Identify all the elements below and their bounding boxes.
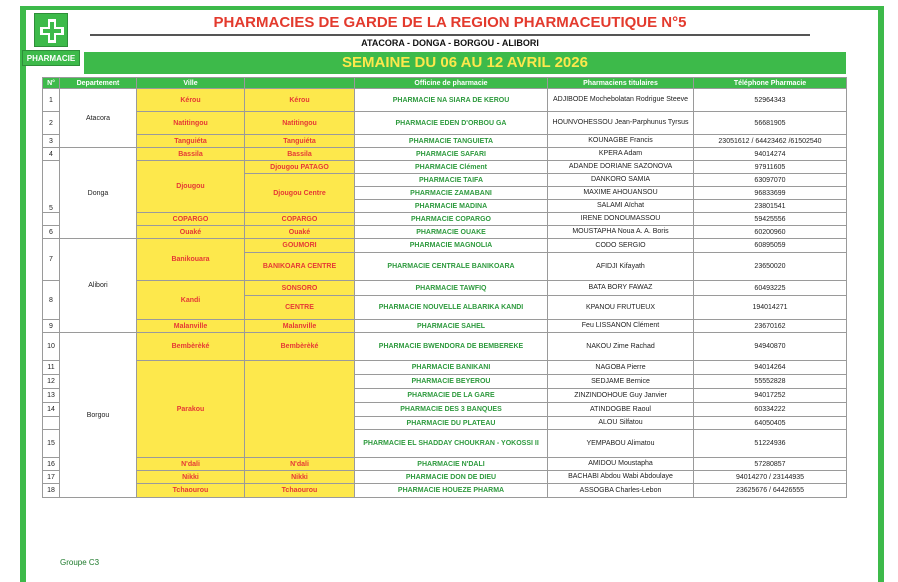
officine-cell: PHARMACIE SAFARI	[355, 148, 548, 161]
tel-cell: 23625676 / 64426555	[694, 484, 847, 498]
dept-cell: Alibori	[60, 239, 137, 333]
table-row	[43, 89, 847, 112]
loc-cell	[245, 361, 355, 458]
row-number: 3	[43, 135, 60, 148]
tel-cell: 194014271	[694, 296, 847, 320]
officine-cell: PHARMACIE OUAKE	[355, 226, 548, 239]
loc-cell: CENTRE	[245, 296, 355, 320]
titulaire-cell: ASSOGBA Charles-Lebon	[548, 484, 694, 498]
loc-cell: Bembèrèké	[245, 333, 355, 361]
row-number	[43, 417, 60, 430]
tel-cell: 52964343	[694, 89, 847, 112]
col-tel-header: Téléphone Pharmacie	[694, 78, 847, 89]
titulaire-cell: ZINZINDOHOUE Guy Janvier	[548, 389, 694, 403]
titulaire-cell: MAXIME AHOUANSOU	[548, 187, 694, 200]
table-row	[43, 484, 847, 498]
pharmacy-table	[42, 77, 847, 498]
ville-cell: Tchaourou	[137, 484, 245, 498]
officine-cell: PHARMACIE HOUEZE PHARMA	[355, 484, 548, 498]
tel-cell: 60493225	[694, 281, 847, 296]
dept-cell: Atacora	[60, 89, 137, 148]
titulaire-cell: ADJIBODE Mochebolatan Rodrigue Steeve	[548, 89, 694, 112]
loc-cell: Tanguiéta	[245, 135, 355, 148]
table-row	[43, 471, 847, 484]
titulaire-cell: YEMPABOU Alimatou	[548, 430, 694, 458]
tel-cell: 59425556	[694, 213, 847, 226]
col-num-header: N°	[43, 78, 60, 89]
tel-cell: 60200960	[694, 226, 847, 239]
col-ville-header: Ville	[137, 78, 245, 89]
tel-cell: 23650020	[694, 253, 847, 281]
officine-cell: PHARMACIE DU PLATEAU	[355, 417, 548, 430]
tel-cell: 94014270 / 23144935	[694, 471, 847, 484]
titulaire-cell: KOUNAGBE Francis	[548, 135, 694, 148]
table-row	[43, 320, 847, 333]
loc-cell: Malanville	[245, 320, 355, 333]
titulaire-cell: ATINDOGBE Raoul	[548, 403, 694, 417]
row-number: 8	[43, 281, 60, 320]
col-titulaire-header: Pharmaciens titulaires	[548, 78, 694, 89]
officine-cell: PHARMACIE N'DALI	[355, 458, 548, 471]
ville-cell: N'dali	[137, 458, 245, 471]
row-number: 15	[43, 430, 60, 458]
logo-tag: PHARMACIE	[22, 50, 80, 66]
loc-cell: Ouaké	[245, 226, 355, 239]
officine-cell: PHARMACIE NOUVELLE ALBARIKA KANDI	[355, 296, 548, 320]
officine-cell: PHARMACIE TAWFIQ	[355, 281, 548, 296]
officine-cell: PHARMACIE BWENDORA DE BEMBEREKE	[355, 333, 548, 361]
titulaire-cell: AFIDJI Kifayath	[548, 253, 694, 281]
titulaire-cell: ADANDE DORIANE SAZONOVA	[548, 161, 694, 174]
tel-cell: 96833699	[694, 187, 847, 200]
ville-cell: Ouaké	[137, 226, 245, 239]
row-number: 1	[43, 89, 60, 112]
loc-cell: SONSORO	[245, 281, 355, 296]
loc-cell: GOUMORI	[245, 239, 355, 253]
dept-cell: Borgou	[60, 333, 137, 498]
loc-cell: Kérou	[245, 89, 355, 112]
officine-cell: PHARMACIE TAIFA	[355, 174, 548, 187]
row-number: 13	[43, 389, 60, 403]
ville-cell: Malanville	[137, 320, 245, 333]
row-number: 9	[43, 320, 60, 333]
officine-cell: PHARMACIE MAGNOLIA	[355, 239, 548, 253]
table-row	[43, 281, 847, 296]
loc-cell: Tchaourou	[245, 484, 355, 498]
officine-cell: PHARMACIE DON DE DIEU	[355, 471, 548, 484]
ville-cell: Banikouara	[137, 239, 245, 281]
officine-cell: PHARMACIE ZAMABANI	[355, 187, 548, 200]
table-row	[43, 161, 847, 174]
titulaire-cell: Feu LISSANON Clément	[548, 320, 694, 333]
loc-cell: Natitingou	[245, 112, 355, 135]
row-number: 18	[43, 484, 60, 498]
table-row	[43, 135, 847, 148]
page-title: PHARMACIES DE GARDE DE LA REGION PHARMACEUTIQUE N°5	[213, 14, 687, 31]
ville-cell: Bembèrèké	[137, 333, 245, 361]
row-number: 11	[43, 361, 60, 375]
ville-cell: Tanguiéta	[137, 135, 245, 148]
tel-cell: 94014264	[694, 361, 847, 375]
table-row	[43, 213, 847, 226]
row-number: 16	[43, 458, 60, 471]
ville-cell: Natitingou	[137, 112, 245, 135]
titulaire-cell: AMIDOU Moustapha	[548, 458, 694, 471]
loc-cell: N'dali	[245, 458, 355, 471]
officine-cell: PHARMACIE EL SHADDAY CHOUKRAN - YOKOSSI II	[355, 430, 548, 458]
pharmacy-cross-icon	[34, 13, 68, 47]
titulaire-cell: DANKORO SAMIA	[548, 174, 694, 187]
titulaire-cell: BATA BORY FAWAZ	[548, 281, 694, 296]
officine-cell: PHARMACIE NA SIARA DE KEROU	[355, 89, 548, 112]
tel-cell: 97911605	[694, 161, 847, 174]
row-number: 4	[43, 148, 60, 161]
officine-cell: PHARMACIE DES 3 BANQUES	[355, 403, 548, 417]
officine-cell: PHARMACIE COPARGO	[355, 213, 548, 226]
ville-cell: Parakou	[137, 361, 245, 458]
row-number: 17	[43, 471, 60, 484]
titulaire-cell: SEDJAME Bernice	[548, 375, 694, 389]
officine-cell: PHARMACIE BEYEROU	[355, 375, 548, 389]
footer-group-label: Groupe C3	[60, 558, 100, 567]
tel-cell: 51224936	[694, 430, 847, 458]
table-header-row	[43, 78, 847, 89]
table-row	[43, 112, 847, 135]
loc-cell: COPARGO	[245, 213, 355, 226]
officine-cell: PHARMACIE BANIKANI	[355, 361, 548, 375]
col-officine-header: Officine de pharmacie	[355, 78, 548, 89]
tel-cell: 23801541	[694, 200, 847, 213]
table-row	[43, 458, 847, 471]
loc-cell: BANIKOARA CENTRE	[245, 253, 355, 281]
titulaire-cell: KPERA Adam	[548, 148, 694, 161]
loc-cell: Nikki	[245, 471, 355, 484]
tel-cell: 94940870	[694, 333, 847, 361]
tel-cell: 57280857	[694, 458, 847, 471]
officine-cell: PHARMACIE Clément	[355, 161, 548, 174]
title-underline	[90, 34, 810, 36]
col-loc-header	[245, 78, 355, 89]
titulaire-cell: MOUSTAPHA Noua A. A. Boris	[548, 226, 694, 239]
table-row	[43, 148, 847, 161]
tel-cell: 60334222	[694, 403, 847, 417]
dept-cell: Donga	[60, 148, 137, 239]
titulaire-cell: KPANOU FRUTUEUX	[548, 296, 694, 320]
row-number: 10	[43, 333, 60, 361]
titulaire-cell: IRENE DONOUMASSOU	[548, 213, 694, 226]
loc-cell: Djougou PATAGO	[245, 161, 355, 174]
tel-cell: 64050405	[694, 417, 847, 430]
table-row	[43, 239, 847, 253]
table-row	[43, 333, 847, 361]
titulaire-cell: HOUNVOHESSOU Jean-Parphunus Tyrsus	[548, 112, 694, 135]
ville-cell: Kandi	[137, 281, 245, 320]
row-number: 14	[43, 403, 60, 417]
tel-cell: 55552828	[694, 375, 847, 389]
officine-cell: PHARMACIE EDEN D'ORBOU GA	[355, 112, 548, 135]
row-number: 7	[43, 239, 60, 281]
tel-cell: 94014274	[694, 148, 847, 161]
titulaire-cell: NAGOBA Pierre	[548, 361, 694, 375]
col-dept-header: Departement	[60, 78, 137, 89]
row-number	[43, 213, 60, 226]
row-number: 2	[43, 112, 60, 135]
page-subtitle: ATACORA - DONGA - BORGOU - ALIBORI	[361, 38, 539, 48]
tel-cell: 63097070	[694, 174, 847, 187]
table-row	[43, 226, 847, 239]
tel-cell: 23670162	[694, 320, 847, 333]
titulaire-cell: BACHABI Abdou Wabi Abdoulaye	[548, 471, 694, 484]
officine-cell: PHARMACIE CENTRALE BANIKOARA	[355, 253, 548, 281]
tel-cell: 56681905	[694, 112, 847, 135]
loc-cell: Djougou Centre	[245, 174, 355, 213]
officine-cell: PHARMACIE DE LA GARE	[355, 389, 548, 403]
row-number: 5	[43, 161, 60, 213]
officine-cell: PHARMACIE TANGUIETA	[355, 135, 548, 148]
row-number: 12	[43, 375, 60, 389]
tel-cell: 23051612 / 64423462 /61502540	[694, 135, 847, 148]
officine-cell: PHARMACIE MADINA	[355, 200, 548, 213]
titulaire-cell: SALAMI Aïchat	[548, 200, 694, 213]
row-number: 6	[43, 226, 60, 239]
ville-cell: Kérou	[137, 89, 245, 112]
week-banner: SEMAINE DU 06 AU 12 AVRIL 2026	[84, 52, 846, 74]
ville-cell: Djougou	[137, 161, 245, 213]
titulaire-cell: NAKOU Zime Rachad	[548, 333, 694, 361]
tel-cell: 94017252	[694, 389, 847, 403]
ville-cell: Nikki	[137, 471, 245, 484]
loc-cell: Bassila	[245, 148, 355, 161]
titulaire-cell: ALOU Silfatou	[548, 417, 694, 430]
titulaire-cell: CODO SERGIO	[548, 239, 694, 253]
tel-cell: 60895059	[694, 239, 847, 253]
officine-cell: PHARMACIE SAHEL	[355, 320, 548, 333]
ville-cell: COPARGO	[137, 213, 245, 226]
table-row	[43, 361, 847, 375]
ville-cell: Bassila	[137, 148, 245, 161]
